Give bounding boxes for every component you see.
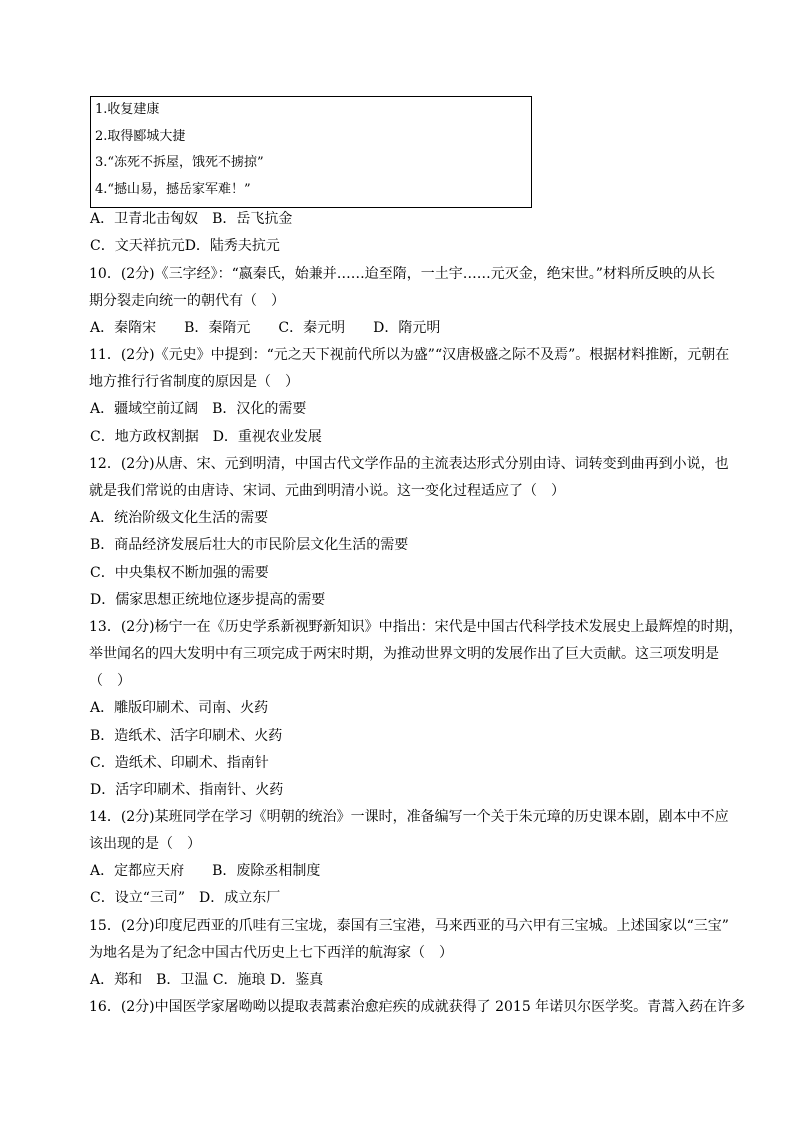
- q15-options: A．郑和 B．卫温 C．施琅 D．鉴真: [90, 972, 324, 988]
- q13-option-b: B．造纸术、活字印刷术、火药: [90, 728, 283, 744]
- q9-options-line-1: A．卫青北击匈奴 B．岳飞抗金: [90, 211, 293, 227]
- q13-option-d: D．活字印刷术、指南针、火药: [90, 782, 284, 798]
- material-line-2: 2.取得郾城大捷: [95, 129, 186, 144]
- q11-stem-line-2: 地方推行行省制度的原因是（ ）: [89, 374, 299, 390]
- q11-options-line-1: A．疆域空前辽阔 B．汉化的需要: [90, 401, 307, 417]
- q9-options-line-2: C．文天祥抗元D．陆秀夫抗元: [90, 238, 280, 254]
- q12-option-d: D．儒家思想正统地位逐步提高的需要: [90, 592, 326, 608]
- q12-option-b: B．商品经济发展后壮大的市民阶层文化生活的需要: [90, 537, 409, 553]
- material-line-4: 4.“撼山易，撼岳家军难！”: [95, 182, 251, 197]
- q14-stem-line-2: 该出现的是（ ）: [89, 836, 201, 852]
- q15-stem-line-1: 15．(2分)印度尼西亚的爪哇有三宝垅，泰国有三宝港，马来西亚的马六甲有三宝城。上述国家以“三宝”: [89, 918, 729, 934]
- q10-stem-line-2: 期分裂走向统一的朝代有（ ）: [89, 293, 285, 309]
- q11-options-line-2: C．地方政权割据 D．重视农业发展: [90, 429, 322, 445]
- q12-option-a: A．统治阶级文化生活的需要: [90, 510, 269, 526]
- q13-stem-line-1: 13．(2分)杨宁一在《历史学系新视野新知识》中指出：宋代是中国古代科学技术发展史上最辉煌的时期，: [89, 619, 743, 635]
- q14-options-line-2: C．设立“三司” D．成立东厂: [90, 890, 281, 906]
- q14-options-line-1: A．定都应天府 B．废除丞相制度: [90, 863, 321, 879]
- q15-stem-line-2: 为地名是为了纪念中国古代历史上七下西洋的航海家（ ）: [89, 945, 453, 961]
- q13-stem-line-2: 举世闻名的四大发明中有三项完成于两宋时期，为推动世界文明的发展作出了巨大贡献。这三项发明是: [89, 646, 719, 662]
- q12-stem-line-1: 12．(2分)从唐、宋、元到明清，中国古代文学作品的主流表达形式分别由诗、词转变到曲再到小说，也: [89, 456, 729, 472]
- q16-stem-line-1: 16．(2分)中国医学家屠呦呦以提取表蒿素治愈疟疾的成就获得了 2015 年诺贝尔医学奖。青蒿入药在许多: [89, 999, 746, 1015]
- q12-stem-line-2: 就是我们常说的由唐诗、宋词、元曲到明清小说。这一变化过程适应了（ ）: [89, 483, 565, 499]
- q13-option-a: A．雕版印刷术、司南、火药: [90, 700, 269, 716]
- q13-option-c: C．造纸术、印刷术、指南针: [90, 755, 269, 771]
- material-line-1: 1.收复建康: [95, 102, 160, 117]
- q10-options: A．秦隋宋 B．秦隋元 C．秦元明 D．隋元明: [90, 320, 441, 336]
- q13-stem-line-3: （ ）: [89, 673, 131, 689]
- material-box: [90, 96, 532, 208]
- q10-stem-line-1: 10．(2分)《三字经》：“嬴秦氏，始兼并……迨至隋，一土宇……元灭金，绝宋世。”材料所反映的从长: [89, 266, 715, 282]
- q12-option-c: C．中央集权不断加强的需要: [90, 565, 269, 581]
- q11-stem-line-1: 11．(2分)《元史》中提到：“元之天下视前代所以为盛”“汉唐极盛之际不及焉”。根据材料推断，元朝在: [89, 347, 730, 363]
- material-line-3: 3.“冻死不拆屋，饿死不掳掠”: [95, 155, 264, 170]
- q14-stem-line-1: 14．(2分)某班同学在学习《明朝的统治》一课时，准备编写一个关于朱元璋的历史课本剧，剧本中不应: [89, 809, 729, 825]
